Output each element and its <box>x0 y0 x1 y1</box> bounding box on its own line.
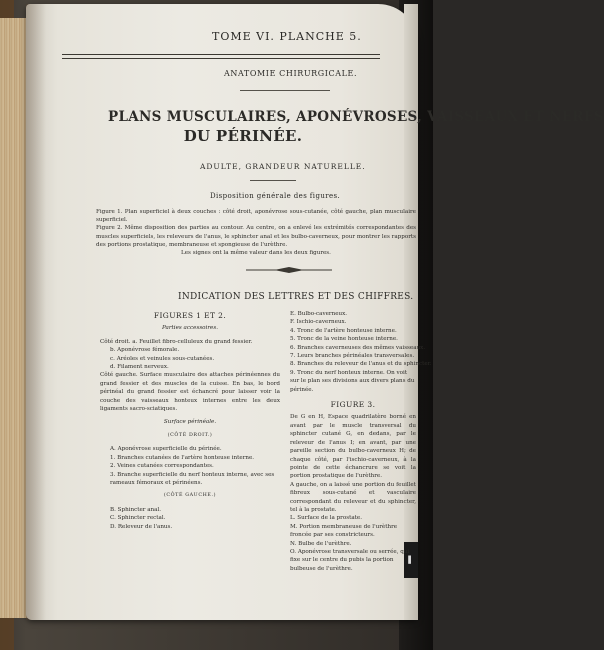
plate-title-line1: PLANS MUSCULAIRES, APONÉVROSES, VAISSEAUX ET NERFS <box>108 109 604 125</box>
figure-3-description: De G en H, Espace quadrilatère borné en avant par le muscle transversal du sphincter cutané G, en dedans, par le releveur de l'anus I; en avant, par une pareille section du bulbo-caverneux H; de chaque côté, par l'ischio-caverneux, à la pointe de cette échancrure se voit la portion prostatique de l'urèthre. <box>290 414 416 480</box>
legend-item: M. Portion membraneuse de l'urèthre froncée par ses constricteurs. <box>290 523 398 539</box>
legend-item: C. Sphincter rectal. <box>110 515 166 522</box>
left-column <box>100 310 280 531</box>
legend-item: 7. Leurs branches périnéales transversales. <box>290 353 415 360</box>
cote-droit-item: b. Aponévrose fémorale. <box>110 347 180 354</box>
section-label: ANATOMIE CHIRURGICALE. <box>224 69 358 78</box>
legend-item: N. Bulbe de l'urèthre. <box>290 540 352 547</box>
volume-plate-header: TOME VI. PLANCHE 5. <box>212 30 362 43</box>
legend-item: A. Aponévrose superficielle du périnée. <box>110 446 222 453</box>
header-rule <box>62 54 380 55</box>
legend-item: F. Ischio-caverneux. <box>290 319 347 326</box>
legend-item: 9. Tronc du nerf honteux interne. On voit sur le plan ses divisions aux divers plans du périnée. <box>290 369 415 393</box>
cote-droit-item: d. Filament nerveux. <box>110 364 169 371</box>
legend-item: E. Bulbo-caverneux. <box>290 311 348 317</box>
page-gutter-shadow <box>26 4 46 620</box>
right-column <box>290 310 432 573</box>
a-gauche-description: A gauche, on a laissé une portion du feuillet fibreux sous-cutané et vasculaire correspondant du releveur et du sphincter, tel à la prostate. <box>290 481 416 513</box>
cote-gauche-description: Côté gauche. Surface musculaire des attaches périnéennes du grand fessier et des muscles de la cuisse. En bas, le bord périnéal du grand fessier est échancré pour laisser voir la couche des vaisseaux honteux internes entre les deux ligaments sacro-sciatiques. <box>100 372 280 413</box>
header-rule-secondary <box>62 58 380 59</box>
legend-item: D. Releveur de l'anus. <box>110 523 173 530</box>
thumb-tab: ▌ <box>404 542 418 578</box>
plate-title-line2: DU PÉRINÉE. <box>183 127 303 145</box>
legend-item: 3. Branche superficielle du nerf honteux interne, avec ses rameaux fémoraux et périnéens. <box>110 471 275 486</box>
plate-title <box>108 108 604 146</box>
figures-description <box>96 208 416 257</box>
surface-perineale-label: Surface périnéale. <box>163 419 217 426</box>
signs-note: Les signes ont la même valeur dans les deux figures. <box>181 250 331 257</box>
plate-subtitle: ADULTE, GRANDEUR NATURELLE. <box>200 162 366 171</box>
legend-item: O. Aponévrose transversale ou serrée, qui fixe sur le centre du pubis la portion bulbeuse de l'urèthre. <box>290 548 410 572</box>
cote-droit-label: (CÔTÉ DROIT.) <box>167 432 213 438</box>
figure-2-description: Figure 2. Même disposition des parties au contour. Au centre, on a enlevé les extrémités correspondantes des muscles superficiels, les releveurs de l'anus, le sphincter anal et les bulbo-caverneux, pour montrer les rapports des portions prostatique, membraneuse et spongieuse de l'urèthre. <box>96 225 416 248</box>
legend-item: L. Surface de la prostate. <box>290 515 362 522</box>
figures-heading: FIGURES 1 ET 2. <box>153 311 227 320</box>
disposition-heading: Disposition générale des figures. <box>210 192 341 200</box>
figure-3-heading: FIGURE 3. <box>330 400 376 410</box>
legend-item: 1. Branches cutanées de l'artère honteuse interne. <box>110 454 255 461</box>
figure-1-description: Figure 1. Plan superficiel à deux couches : côté droit, aponévrose sous-cutanée, côté gauche, plan musculaire superficiel. <box>96 209 416 224</box>
cote-gauche-label: (CÔTÉ GAUCHE.) <box>163 493 217 499</box>
ornament-divider <box>244 266 334 274</box>
legend-item: 2. Veines cutanées correspondantes. <box>110 463 214 470</box>
legend-item: 5. Tronc de la veine honteuse interne. <box>290 336 398 343</box>
indication-heading: INDICATION DES LETTRES ET DES CHIFFRES. <box>178 292 414 302</box>
legend-item: 8. Branches du releveur de l'anus et du sphincter. <box>290 361 432 368</box>
legend-item: 6. Branches caverneuses des mêmes vaisseaux. <box>290 344 426 351</box>
cote-droit-item: Côté droit. a. Feuillet fibro-celluleux du grand fessier. <box>100 338 253 345</box>
legend-item: B. Sphincter anal. <box>110 506 162 513</box>
section-rule <box>240 90 330 91</box>
legend-item: 4. Tronc de l'artère honteuse interne. <box>290 327 397 334</box>
cote-droit-item: c. Aréoles et veinules sous-cutanées. <box>110 355 215 362</box>
subtitle-rule <box>250 180 296 181</box>
parties-accessoires-label: Parties accessoires. <box>162 325 218 332</box>
